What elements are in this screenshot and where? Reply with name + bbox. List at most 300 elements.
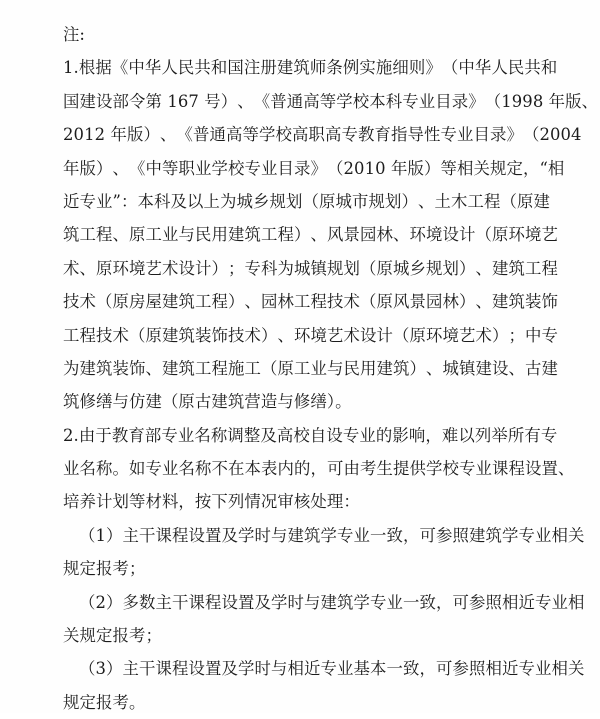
glyph: 设 — [492, 358, 509, 378]
glyph: 9 — [522, 91, 533, 111]
glyph: 、 — [237, 91, 254, 111]
glyph: 科 — [261, 258, 278, 278]
glyph: 业 — [535, 659, 552, 679]
glyph: 筑 — [508, 258, 525, 278]
glyph: （ — [500, 191, 517, 211]
glyph: 规 — [327, 258, 344, 278]
glyph: 建 — [276, 58, 294, 78]
glyph: 施 — [228, 358, 245, 378]
glyph: 筑 — [178, 358, 195, 378]
glyph: 考 — [360, 459, 377, 479]
glyph: 业 — [337, 659, 354, 679]
glyph: 相 — [502, 592, 519, 612]
glyph: 专 — [161, 425, 178, 445]
glyph: 一 — [403, 592, 420, 612]
note-2-item-1-line-1 — [63, 519, 585, 552]
notes-heading: 注: — [63, 25, 85, 44]
glyph: 及 — [221, 525, 239, 545]
glyph: 原 — [376, 292, 393, 312]
glyph: 相 — [485, 659, 503, 679]
glyph: 致 — [386, 525, 404, 545]
glyph: 以 — [186, 191, 204, 211]
glyph: 筑 — [244, 225, 261, 245]
glyph: 》 — [425, 58, 442, 78]
glyph: 、 — [393, 225, 410, 245]
glyph: 、 — [581, 91, 599, 111]
glyph: 参 — [452, 659, 470, 679]
glyph: ； — [508, 325, 525, 345]
glyph: 风 — [393, 292, 410, 312]
glyph: 主 — [155, 592, 173, 612]
glyph: 环 — [426, 325, 443, 345]
glyph: 程 — [211, 292, 228, 312]
glyph: 环 — [409, 225, 426, 245]
glyph: 名 — [194, 425, 211, 445]
glyph: 称 — [210, 425, 228, 445]
note-1-line-11: 筑修缮与仿建（原古建筑营造与修缮）。 — [63, 392, 352, 412]
glyph: ， — [436, 592, 453, 612]
glyph: 古 — [525, 358, 542, 378]
glyph: 0 — [73, 125, 85, 145]
glyph: 师 — [309, 58, 327, 78]
glyph: 中 — [525, 325, 542, 345]
glyph: 0 — [560, 125, 572, 145]
glyph: 原 — [277, 358, 294, 378]
glyph: 林 — [376, 225, 393, 245]
glyph: 第 — [145, 91, 162, 111]
note-1-line-4 — [63, 152, 565, 185]
glyph: ） — [423, 158, 441, 178]
glyph: 境 — [426, 225, 443, 245]
glyph: 学 — [211, 158, 228, 178]
glyph: 用 — [360, 358, 377, 378]
glyph: 饰 — [129, 358, 146, 378]
glyph: 干 — [139, 659, 156, 679]
glyph: 职 — [308, 125, 325, 145]
glyph: . — [73, 425, 79, 445]
glyph: 专 — [370, 592, 387, 612]
note-1-line-2 — [63, 85, 599, 118]
glyph: 一 — [370, 525, 387, 545]
glyph: 等 — [319, 91, 337, 111]
glyph: 工 — [79, 225, 96, 245]
document-body — [63, 18, 599, 719]
glyph: ， — [403, 525, 420, 545]
glyph: 由 — [343, 459, 360, 479]
glyph: ） — [106, 592, 123, 612]
glyph: 建 — [162, 358, 179, 378]
glyph: 建 — [79, 358, 96, 378]
glyph: 境 — [525, 225, 542, 245]
glyph: 筑 — [293, 58, 310, 78]
glyph: 建 — [492, 258, 509, 278]
note-1-paragraph — [63, 51, 599, 418]
glyph: 学 — [238, 659, 255, 679]
glyph: 景 — [343, 225, 360, 245]
glyph: ） — [492, 325, 509, 345]
glyph: 版 — [407, 158, 424, 178]
glyph: 境 — [310, 325, 327, 345]
note-2-paragraph — [63, 419, 575, 519]
glyph: 建 — [533, 191, 550, 211]
glyph: 1 — [167, 91, 178, 111]
glyph: 工 — [525, 258, 542, 278]
glyph: 民 — [177, 58, 195, 78]
glyph: 本 — [370, 659, 387, 679]
glyph: 术 — [475, 325, 492, 345]
glyph: 相 — [287, 659, 305, 679]
glyph: 原 — [376, 258, 393, 278]
glyph: 时 — [254, 659, 272, 679]
glyph: （ — [441, 58, 459, 78]
glyph: 参 — [469, 592, 486, 612]
glyph: （ — [129, 325, 146, 345]
glyph: 中 — [128, 58, 145, 78]
glyph: 程 — [508, 459, 525, 479]
glyph: 景 — [409, 292, 426, 312]
glyph: 国 — [227, 58, 244, 78]
glyph: 工 — [244, 358, 261, 378]
glyph: 建 — [162, 292, 179, 312]
glyph: 细 — [392, 58, 409, 78]
glyph: 自 — [309, 425, 327, 445]
glyph: 乡 — [252, 191, 270, 211]
glyph: 艺 — [459, 325, 476, 345]
glyph: 名 — [178, 459, 195, 479]
note-2-line-2 — [63, 452, 575, 485]
glyph: 计 — [195, 258, 212, 278]
glyph: 有 — [524, 425, 541, 445]
glyph: 目 — [473, 125, 490, 145]
glyph: 0 — [354, 158, 365, 178]
glyph: 本 — [369, 91, 386, 111]
glyph: （ — [79, 659, 96, 679]
glyph: 普 — [192, 125, 210, 145]
glyph: 高 — [324, 125, 342, 145]
glyph: 建 — [492, 292, 509, 312]
glyph: 时 — [287, 592, 305, 612]
glyph: 教 — [111, 425, 129, 445]
glyph: 业 — [310, 358, 327, 378]
note-2-line-1 — [63, 419, 558, 452]
glyph: 据 — [95, 58, 112, 78]
glyph: 高 — [303, 91, 320, 111]
glyph: 定 — [506, 158, 523, 178]
glyph: 程 — [205, 592, 222, 612]
glyph: 中 — [145, 158, 162, 178]
glyph: ， — [522, 158, 540, 178]
glyph: 华 — [474, 58, 492, 78]
glyph: 筑 — [304, 525, 321, 545]
glyph: 、 — [159, 125, 177, 145]
glyph: 筑 — [178, 292, 195, 312]
glyph: 年 — [390, 158, 408, 178]
glyph: 关 — [568, 525, 585, 545]
glyph: 原 — [492, 225, 509, 245]
glyph: 校 — [352, 91, 370, 111]
glyph: ） — [459, 258, 476, 278]
glyph: 供 — [409, 459, 426, 479]
glyph: 学 — [426, 459, 443, 479]
glyph: 2 — [63, 125, 74, 145]
glyph: 程 — [483, 191, 501, 211]
glyph: 8 — [532, 91, 544, 111]
glyph: ） — [106, 659, 123, 679]
glyph: 学 — [353, 592, 371, 612]
glyph: 设 — [525, 459, 542, 479]
glyph: 程 — [96, 225, 113, 245]
glyph: 年 — [110, 125, 127, 145]
glyph: ： — [120, 191, 138, 211]
glyph: 原 — [96, 258, 113, 278]
glyph: 建 — [162, 325, 179, 345]
glyph: 置 — [238, 592, 255, 612]
glyph: 例 — [342, 58, 360, 78]
glyph: 业 — [96, 191, 113, 211]
glyph: 及 — [260, 425, 277, 445]
glyph: 》 — [310, 158, 327, 178]
glyph: 的 — [375, 425, 393, 445]
glyph: 育 — [128, 425, 145, 445]
glyph: 教 — [357, 125, 375, 145]
glyph: 原 — [516, 191, 534, 211]
note-1-line-5 — [63, 185, 550, 218]
glyph: 》 — [506, 125, 523, 145]
glyph: 专 — [342, 425, 360, 445]
glyph: 性 — [423, 125, 441, 145]
glyph: 课 — [155, 659, 173, 679]
glyph: 学 — [320, 525, 338, 545]
glyph: 业 — [386, 592, 404, 612]
glyph: 《 — [129, 158, 146, 178]
glyph: 、 — [79, 258, 96, 278]
glyph: 相 — [568, 592, 585, 612]
glyph: 照 — [469, 659, 486, 679]
glyph: 民 — [195, 225, 212, 245]
glyph: 表 — [261, 459, 278, 479]
glyph: 程 — [310, 292, 327, 312]
glyph: 2 — [343, 158, 355, 178]
note-1-line-7 — [63, 252, 558, 285]
glyph: 术 — [112, 325, 129, 345]
glyph: 业 — [551, 592, 569, 612]
glyph: （ — [522, 125, 540, 145]
glyph: 近 — [518, 592, 536, 612]
glyph: 版 — [126, 125, 144, 145]
glyph: 技 — [63, 292, 80, 312]
glyph: 工 — [195, 358, 212, 378]
glyph: 专 — [244, 258, 261, 278]
glyph: 筑 — [508, 292, 525, 312]
glyph: 计 — [376, 325, 393, 345]
glyph: 术 — [244, 325, 261, 345]
glyph: 程 — [172, 659, 189, 679]
note-2-item-2-line-1 — [63, 586, 585, 619]
glyph: 校 — [228, 158, 245, 178]
glyph: 专 — [518, 659, 536, 679]
glyph: 2 — [539, 125, 550, 145]
glyph: 根 — [78, 58, 96, 78]
glyph: 学 — [258, 125, 276, 145]
glyph: 如 — [129, 459, 146, 479]
glyph: 规 — [368, 191, 385, 211]
glyph: 响 — [408, 425, 426, 445]
glyph: 乡 — [409, 258, 426, 278]
glyph: 数 — [139, 592, 156, 612]
glyph: 规 — [269, 191, 286, 211]
glyph: 职 — [178, 158, 195, 178]
glyph: 建 — [475, 358, 492, 378]
glyph: 、 — [277, 325, 294, 345]
glyph: 一 — [386, 659, 404, 679]
glyph: 通 — [209, 125, 226, 145]
glyph: 专 — [320, 659, 338, 679]
glyph: 调 — [227, 425, 244, 445]
glyph: 建 — [287, 525, 305, 545]
glyph: 城 — [442, 358, 459, 378]
glyph: 课 — [492, 459, 509, 479]
glyph: 国 — [63, 91, 80, 111]
glyph: 上 — [203, 191, 220, 211]
glyph: 工 — [294, 292, 311, 312]
glyph: 1 — [95, 525, 107, 545]
glyph: 镇 — [310, 258, 327, 278]
glyph: 技 — [228, 325, 245, 345]
glyph: 工 — [195, 292, 212, 312]
glyph: 城 — [236, 191, 253, 211]
glyph: 高 — [276, 425, 294, 445]
glyph: 称 — [96, 459, 113, 479]
glyph: 照 — [452, 525, 470, 545]
glyph: 相 — [551, 659, 569, 679]
glyph: 相 — [456, 158, 474, 178]
glyph: 术 — [343, 292, 360, 312]
glyph: . — [73, 58, 79, 78]
glyph: 、 — [112, 158, 129, 178]
glyph: 建 — [228, 225, 245, 245]
glyph: 1 — [63, 58, 74, 78]
glyph: 及 — [254, 592, 272, 612]
glyph: 普 — [270, 91, 287, 111]
glyph: 建 — [79, 91, 96, 111]
glyph: 置 — [541, 459, 558, 479]
glyph: 林 — [277, 292, 294, 312]
glyph: 育 — [374, 125, 391, 145]
glyph: 学 — [502, 525, 519, 545]
glyph: 装 — [112, 358, 129, 378]
note-1-line-9 — [63, 319, 558, 352]
glyph: 课 — [155, 525, 173, 545]
glyph: 《 — [176, 125, 193, 145]
glyph: 为 — [219, 191, 237, 211]
note-1-line-3 — [63, 118, 582, 151]
glyph: 难 — [441, 425, 459, 445]
glyph: 内 — [277, 459, 294, 479]
glyph: 设 — [221, 592, 239, 612]
glyph: 、 — [244, 292, 261, 312]
glyph: 》 — [468, 91, 485, 111]
glyph: 的 — [294, 459, 311, 479]
glyph: ） — [106, 525, 123, 545]
glyph: 划 — [285, 191, 303, 211]
glyph: 部 — [112, 91, 129, 111]
glyph: 筑 — [178, 325, 195, 345]
glyph: 筑 — [337, 592, 354, 612]
glyph: 学 — [336, 91, 353, 111]
glyph: （ — [302, 191, 319, 211]
glyph: 业 — [63, 459, 80, 479]
glyph: ” — [112, 191, 121, 211]
glyph: 3 — [95, 659, 107, 679]
glyph: 专 — [440, 125, 457, 145]
glyph: 专 — [244, 158, 261, 178]
glyph: ） — [143, 125, 160, 145]
glyph: 业 — [195, 158, 212, 178]
glyph: 木 — [450, 191, 468, 211]
glyph: 校 — [442, 459, 459, 479]
glyph: 房 — [129, 292, 146, 312]
glyph: 装 — [195, 325, 212, 345]
glyph: 致 — [419, 592, 437, 612]
glyph: 专 — [341, 125, 358, 145]
glyph: 9 — [511, 91, 523, 111]
glyph: （ — [261, 358, 278, 378]
glyph: 业 — [177, 425, 195, 445]
glyph: 所 — [507, 425, 525, 445]
glyph: 多 — [122, 592, 140, 612]
glyph: 等 — [440, 158, 457, 178]
glyph: 原 — [129, 225, 146, 245]
glyph: “ — [539, 158, 548, 178]
note-2-item-2-paragraph — [63, 586, 585, 653]
glyph: 业 — [162, 459, 179, 479]
glyph: 程 — [211, 358, 228, 378]
glyph: 目 — [435, 91, 452, 111]
glyph: 园 — [261, 292, 278, 312]
glyph: 筑 — [485, 525, 503, 545]
glyph: 设 — [96, 91, 113, 111]
glyph: 提 — [393, 459, 410, 479]
glyph: 、 — [558, 459, 575, 479]
glyph: 关 — [568, 659, 585, 679]
glyph: 整 — [243, 425, 261, 445]
glyph: 城 — [335, 191, 352, 211]
glyph: 7 — [188, 91, 199, 111]
glyph: 与 — [327, 358, 344, 378]
glyph: 林 — [442, 292, 459, 312]
glyph: 共 — [524, 58, 541, 78]
glyph: ） — [459, 292, 476, 312]
glyph: 置 — [205, 659, 222, 679]
glyph: ） — [261, 325, 278, 345]
glyph: 专 — [459, 459, 476, 479]
glyph: 艺 — [327, 325, 344, 345]
glyph: 科 — [385, 91, 403, 111]
glyph: 建 — [469, 525, 486, 545]
glyph: ） — [220, 91, 238, 111]
glyph: 2 — [95, 592, 107, 612]
glyph: 共 — [194, 58, 211, 78]
glyph: 《 — [253, 91, 271, 111]
glyph: 学 — [238, 525, 255, 545]
glyph: 饰 — [541, 292, 558, 312]
glyph: 与 — [178, 225, 195, 245]
glyph: 年 — [63, 158, 80, 178]
glyph: ） — [409, 358, 426, 378]
glyph: 术 — [162, 258, 179, 278]
glyph: 业 — [535, 525, 552, 545]
glyph: 注 — [243, 58, 261, 78]
